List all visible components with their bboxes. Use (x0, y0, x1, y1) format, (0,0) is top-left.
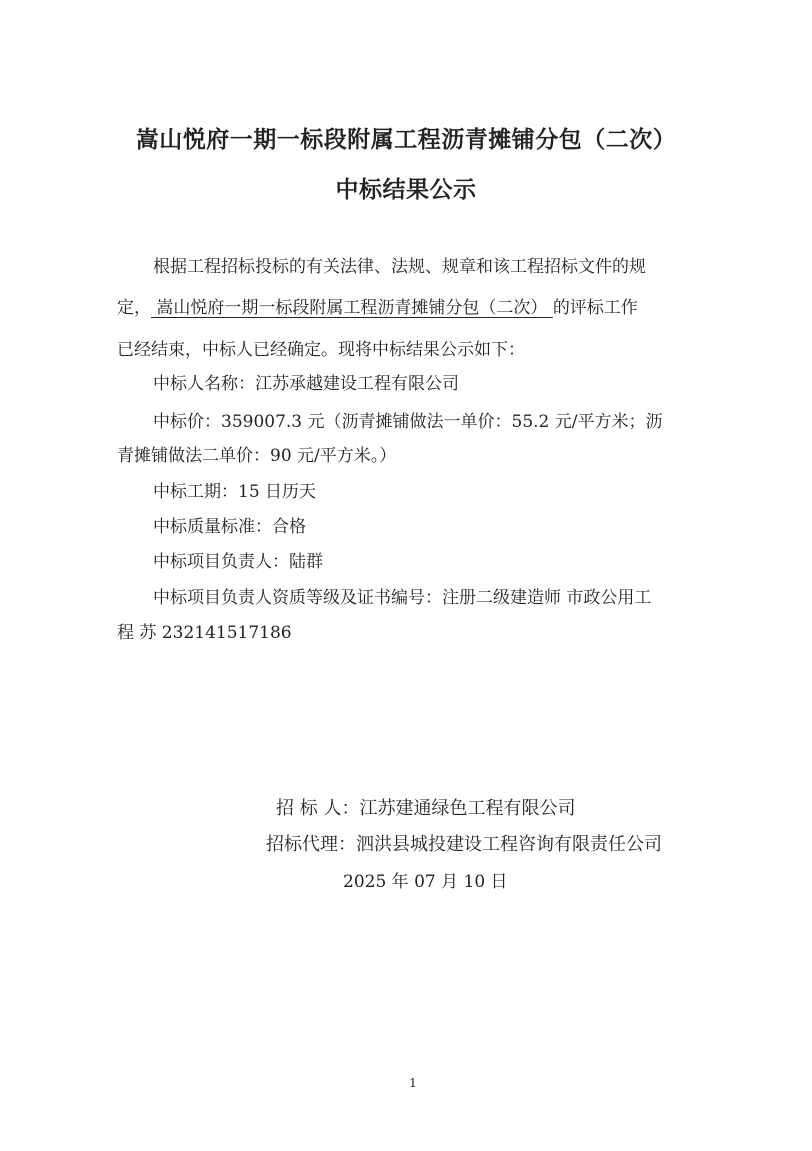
intro-line-1: 根据工程招标投标的有关法律、法规、规章和该工程招标文件的规 (153, 257, 646, 277)
tenderer: 招 标 人：江苏建通绿色工程有限公司 (276, 798, 576, 819)
bid-price-line-2: 青摊铺做法二单价：90 元/平方米。） (117, 446, 397, 466)
document-title: 嵩山悦府一期一标段附属工程沥青摊铺分包（二次） (135, 126, 677, 153)
construction-period: 中标工期：15 日历天 (153, 482, 317, 502)
document-subtitle: 中标结果公示 (335, 176, 477, 203)
project-manager: 中标项目负责人：陆群 (153, 552, 323, 572)
intro-line-2 (117, 296, 638, 320)
page-number: 1 (409, 1076, 417, 1090)
quality-standard: 中标质量标准：合格 (153, 517, 306, 537)
project-name-underlined: 嵩山悦府一期一标段附属工程沥青摊铺分包（二次） (151, 298, 553, 318)
bid-price-line-1: 中标价：359007.3 元（沥青摊铺做法一单价：55.2 元/平方米；沥 (153, 412, 663, 432)
intro-line-2-prefix: 定， (117, 298, 151, 318)
manager-certificate-line-2: 程 苏 232141517186 (117, 623, 292, 643)
winner-name: 中标人名称：江苏承越建设工程有限公司 (153, 374, 459, 394)
manager-certificate-line-1: 中标项目负责人资质等级及证书编号：注册二级建造师 市政公用工 (153, 588, 652, 608)
announcement-date: 2025 年 07 月 10 日 (343, 872, 508, 892)
tender-agent: 招标代理：泗洪县城投建设工程咨询有限责任公司 (266, 834, 662, 855)
intro-line-2-suffix: 的评标工作 (552, 298, 638, 318)
intro-line-3: 已经结束，中标人已经确定。现将中标结果公示如下： (117, 340, 525, 360)
